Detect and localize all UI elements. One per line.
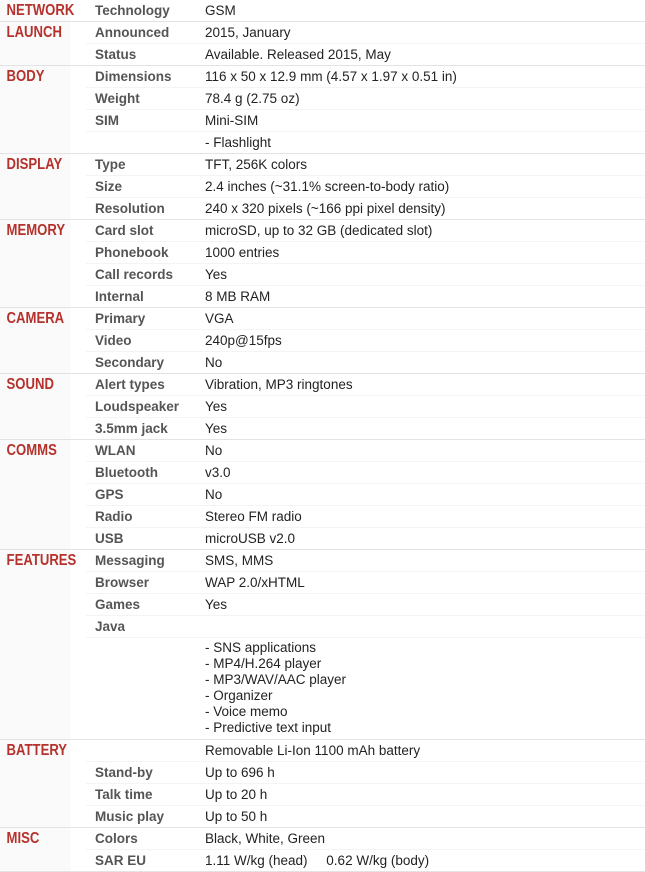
spec-value	[196, 616, 645, 637]
spec-section-body	[0, 66, 645, 154]
spec-value-line: - SNS applications	[205, 640, 317, 655]
spec-value: VGA	[205, 311, 234, 326]
spec-label[interactable]: Talk time	[95, 787, 153, 802]
spec-label[interactable]: Java	[95, 619, 126, 634]
spec-section-battery	[0, 740, 645, 828]
spec-section-launch	[0, 22, 645, 66]
spec-row	[86, 615, 645, 637]
spec-label[interactable]	[86, 638, 196, 739]
spec-value: Yes	[205, 421, 228, 436]
spec-value: 2015, January	[205, 25, 291, 40]
spec-row	[86, 374, 645, 395]
spec-value: WAP 2.0/xHTML	[205, 575, 305, 590]
spec-value: GSM	[205, 3, 236, 18]
spec-value: Black, White, Green	[205, 831, 326, 846]
spec-value: 78.4 g (2.75 oz)	[205, 91, 300, 106]
spec-value: Vibration, MP3 ringtones	[205, 377, 353, 392]
spec-label[interactable]: Games	[95, 597, 141, 612]
spec-value-line: - Predictive text input	[205, 720, 332, 735]
spec-row	[86, 637, 645, 739]
spec-value: Yes	[205, 399, 228, 414]
spec-value: Stereo FM radio	[205, 509, 302, 524]
section-heading[interactable]: COMMS	[0, 440, 71, 549]
section-heading[interactable]: BODY	[0, 66, 71, 153]
spec-value	[196, 638, 645, 739]
section-heading[interactable]: CAMERA	[0, 308, 71, 373]
section-heading[interactable]: BATTERY	[0, 740, 71, 827]
spec-row	[86, 109, 645, 131]
spec-value: Up to 50 h	[205, 809, 268, 824]
spec-row	[86, 66, 645, 87]
spec-value: 240p@15fps	[205, 333, 282, 348]
spec-value: Available. Released 2015, May	[205, 47, 391, 62]
section-heading[interactable]: MISC	[0, 828, 71, 871]
spec-row	[86, 351, 645, 373]
spec-row	[86, 550, 645, 571]
spec-label[interactable]: Primary	[95, 311, 146, 326]
spec-value: 8 MB RAM	[205, 289, 271, 304]
spec-label[interactable]: Phonebook	[95, 245, 169, 260]
spec-label[interactable]: Call records	[95, 267, 174, 282]
spec-label[interactable]: Status	[95, 47, 137, 62]
spec-row	[86, 828, 645, 849]
spec-row	[86, 527, 645, 549]
section-heading[interactable]: DISPLAY	[0, 154, 71, 219]
spec-label[interactable]: Size	[95, 179, 123, 194]
spec-value: TFT, 256K colors	[205, 157, 308, 172]
spec-label[interactable]: Music play	[95, 809, 165, 824]
spec-label[interactable]: 3.5mm jack	[95, 421, 168, 436]
spec-label[interactable]: Resolution	[95, 201, 165, 216]
spec-row	[86, 22, 645, 43]
spec-section-misc	[0, 828, 645, 872]
spec-row	[86, 175, 645, 197]
spec-row	[86, 43, 645, 65]
spec-section-memory	[0, 220, 645, 308]
spec-row	[86, 241, 645, 263]
spec-label[interactable]: Browser	[95, 575, 150, 590]
spec-value: Up to 696 h	[205, 765, 275, 780]
spec-label[interactable]: Dimensions	[95, 69, 172, 84]
spec-label[interactable]: Bluetooth	[95, 465, 158, 480]
spec-row	[86, 440, 645, 461]
spec-label[interactable]: Secondary	[95, 355, 165, 370]
spec-value: No	[205, 355, 223, 370]
spec-value-line: - MP3/WAV/AAC player	[205, 672, 347, 687]
spec-value: microSD, up to 32 GB (dedicated slot)	[205, 223, 433, 238]
spec-label[interactable]: Messaging	[95, 553, 165, 568]
spec-label[interactable]: Loudspeaker	[95, 399, 180, 414]
spec-label[interactable]: Card slot	[95, 223, 154, 238]
spec-section-features	[0, 550, 645, 740]
spec-row	[86, 154, 645, 175]
spec-value: - Flashlight	[205, 135, 272, 150]
spec-value: 2.4 inches (~31.1% screen-to-body ratio)	[205, 179, 450, 194]
spec-label[interactable]: USB	[95, 531, 124, 546]
spec-section-network	[0, 0, 645, 22]
spec-value: 1.11 W/kg (head) 0.62 W/kg (body)	[205, 853, 430, 868]
spec-value: No	[205, 443, 223, 458]
spec-row	[86, 417, 645, 439]
spec-section-display	[0, 154, 645, 220]
spec-row	[86, 0, 645, 21]
spec-label[interactable]	[86, 132, 196, 153]
spec-row	[86, 849, 645, 871]
spec-section-camera	[0, 308, 645, 374]
spec-value: v3.0	[205, 465, 231, 480]
spec-label[interactable]: WLAN	[95, 443, 136, 458]
spec-value: SMS, MMS	[205, 553, 274, 568]
spec-row	[86, 783, 645, 805]
spec-row	[86, 329, 645, 351]
spec-value-line: - Organizer	[205, 688, 273, 703]
spec-value: No	[205, 487, 223, 502]
spec-label[interactable]: Alert types	[95, 377, 165, 392]
spec-value-line: - Voice memo	[205, 704, 288, 719]
spec-label[interactable]: Stand-by	[95, 765, 153, 780]
spec-label[interactable]: Colors	[95, 831, 138, 846]
spec-row	[86, 197, 645, 219]
spec-value: Up to 20 h	[205, 787, 268, 802]
spec-row	[86, 263, 645, 285]
spec-label[interactable]: SAR EU	[95, 853, 147, 868]
spec-row	[86, 805, 645, 827]
spec-label[interactable]: Technology	[95, 3, 170, 18]
section-heading[interactable]: FEATURES	[0, 550, 71, 739]
spec-value: 1000 entries	[205, 245, 280, 260]
spec-row	[86, 593, 645, 615]
spec-label[interactable]: Weight	[95, 91, 140, 106]
spec-value: Mini-SIM	[205, 113, 259, 128]
spec-label[interactable]: Radio	[95, 509, 133, 524]
spec-label[interactable]: Internal	[95, 289, 144, 304]
spec-value: microUSB v2.0	[205, 531, 296, 546]
spec-section-comms	[0, 440, 645, 550]
spec-value-line: - MP4/H.264 player	[205, 656, 322, 671]
section-heading[interactable]: LAUNCH	[0, 22, 71, 65]
spec-row	[86, 461, 645, 483]
spec-value: Yes	[205, 597, 228, 612]
spec-label[interactable]: Type	[95, 157, 126, 172]
spec-label[interactable]: Announced	[95, 25, 170, 40]
spec-label[interactable]: Video	[95, 333, 132, 348]
spec-value: Yes	[205, 267, 228, 282]
spec-row	[86, 505, 645, 527]
spec-row	[86, 285, 645, 307]
spec-label[interactable]	[86, 740, 196, 761]
section-heading[interactable]: MEMORY	[0, 220, 71, 307]
spec-section-sound	[0, 374, 645, 440]
spec-row	[86, 131, 645, 153]
spec-row	[86, 395, 645, 417]
spec-row	[86, 483, 645, 505]
section-heading[interactable]: NETWORK	[0, 0, 71, 21]
spec-row	[86, 761, 645, 783]
spec-value: 240 x 320 pixels (~166 ppi pixel density)	[205, 201, 446, 216]
spec-value: 116 x 50 x 12.9 mm (4.57 x 1.97 x 0.51 in)	[205, 69, 457, 84]
spec-row	[86, 308, 645, 329]
section-heading[interactable]: SOUND	[0, 374, 71, 439]
spec-row	[86, 220, 645, 241]
spec-value: Removable Li-Ion 1100 mAh battery	[205, 743, 421, 758]
spec-row	[86, 571, 645, 593]
spec-row	[86, 740, 645, 761]
spec-row	[86, 87, 645, 109]
spec-label[interactable]: SIM	[95, 113, 120, 128]
spec-label[interactable]: GPS	[95, 487, 124, 502]
